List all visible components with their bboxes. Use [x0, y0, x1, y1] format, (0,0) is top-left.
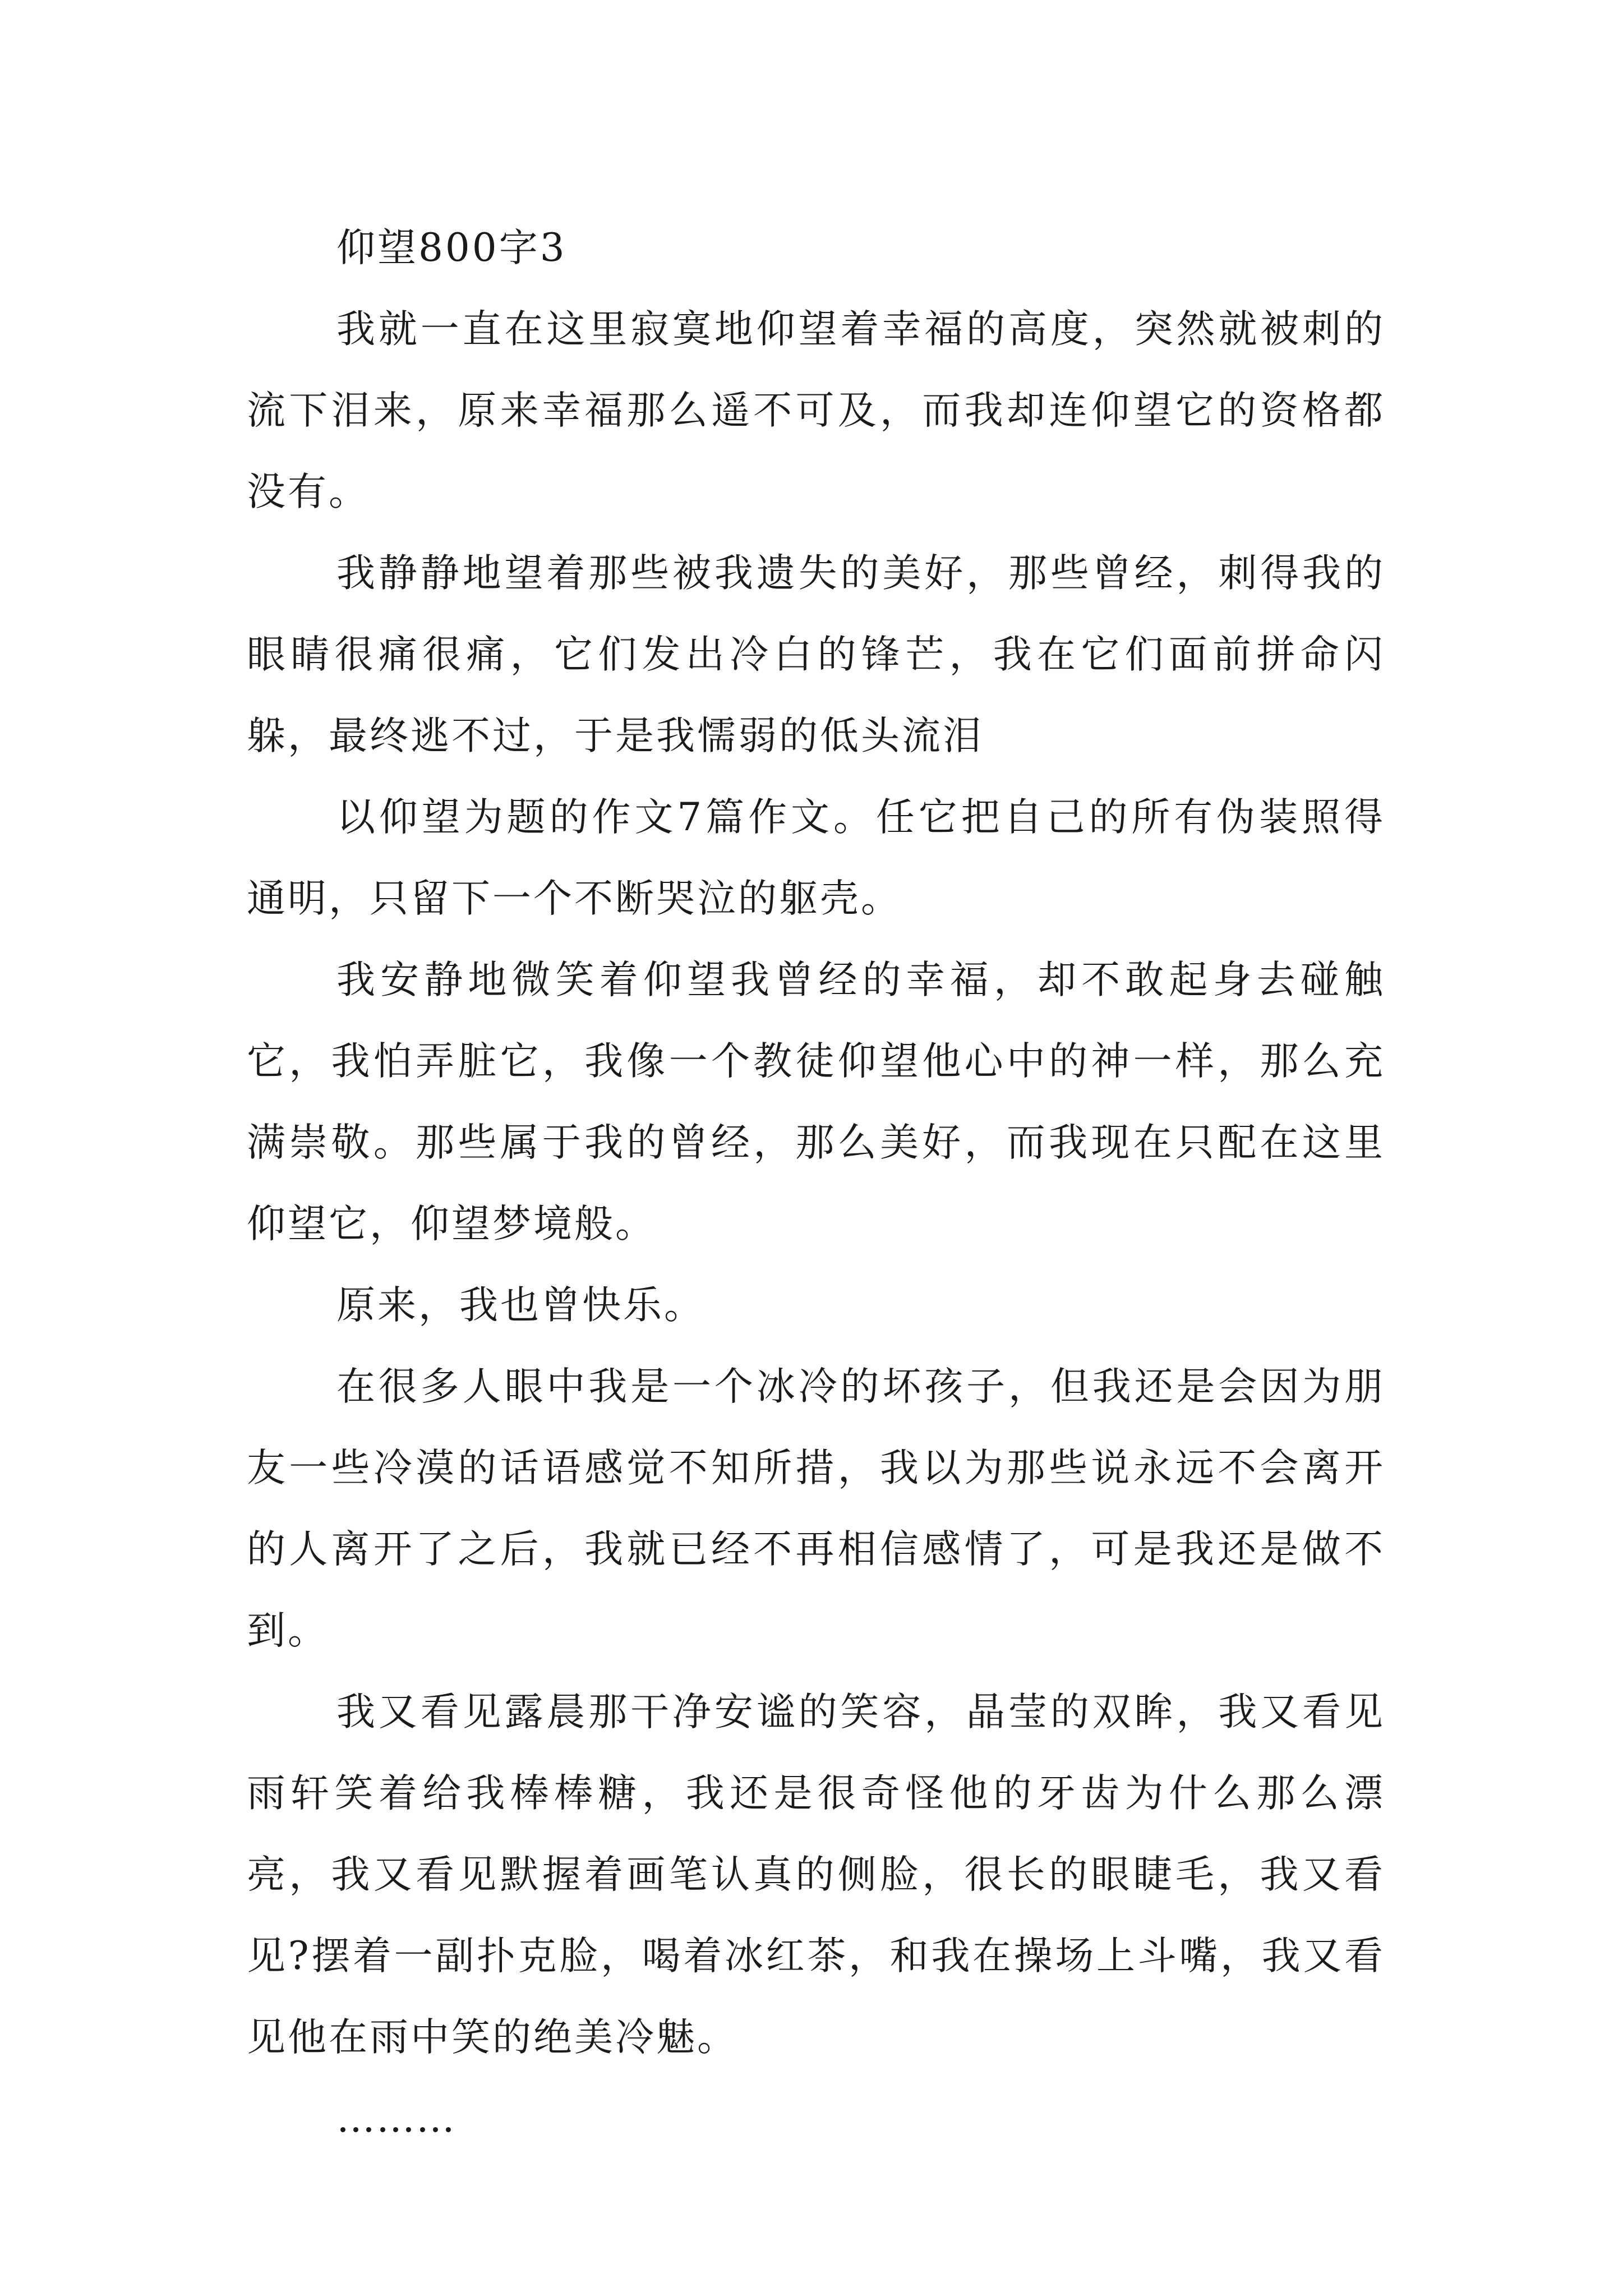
paragraph-5: 原来，我也曾快乐。 — [336, 1283, 705, 1328]
paragraph-4: 我安静地微笑着仰望我曾经的幸福，却不敢起身去碰触它，我怕弄脏它，我像一个教徒仰望他心中的神一样，那么充满崇敬。那些属于我的曾经，那么美好，而我现在只配在这里仰望它，仰望梦境般。 — [247, 958, 1385, 1246]
closing-ellipsis: ……… — [336, 2096, 456, 2141]
paragraph-7: 我又看见露晨那干净安谧的笑容，晶莹的双眸，我又看见雨轩笑着给我棒棒糖，我还是很奇怪他的牙齿为什么那么漂亮，我又看见默握着画笔认真的侧脸，很长的眼睫毛，我又看见?摆着一副扑克脸，喝着冰红茶，和我在操场上斗嘴，我又看见他在雨中笑的绝美冷魅。 — [247, 1690, 1385, 2060]
paragraph-1: 我就一直在这里寂寞地仰望着幸福的高度，突然就被刺的流下泪来，原来幸福那么遥不可及，而我却连仰望它的资格都没有。 — [247, 307, 1385, 514]
paragraph-2: 我静静地望着那些被我遗失的美好，那些曾经，刺得我的眼睛很痛很痛，它们发出冷白的锋芒，我在它们面前拼命闪躲，最终逃不过，于是我懦弱的低头流泪 — [247, 551, 1385, 758]
document-body — [247, 208, 1385, 2160]
page-title: 仰望800字3 — [336, 226, 567, 270]
paragraph-6: 在很多人眼中我是一个冰冷的坏孩子，但我还是会因为朋友一些冷漠的话语感觉不知所措，我以为那些说永远不会离开的人离开了之后，我就已经不再相信感情了，可是我还是做不到。 — [247, 1364, 1385, 1653]
paragraph-3: 以仰望为题的作文7篇作文。任它把自己的所有伪装照得通明，只留下一个不断哭泣的躯壳。 — [247, 795, 1385, 921]
